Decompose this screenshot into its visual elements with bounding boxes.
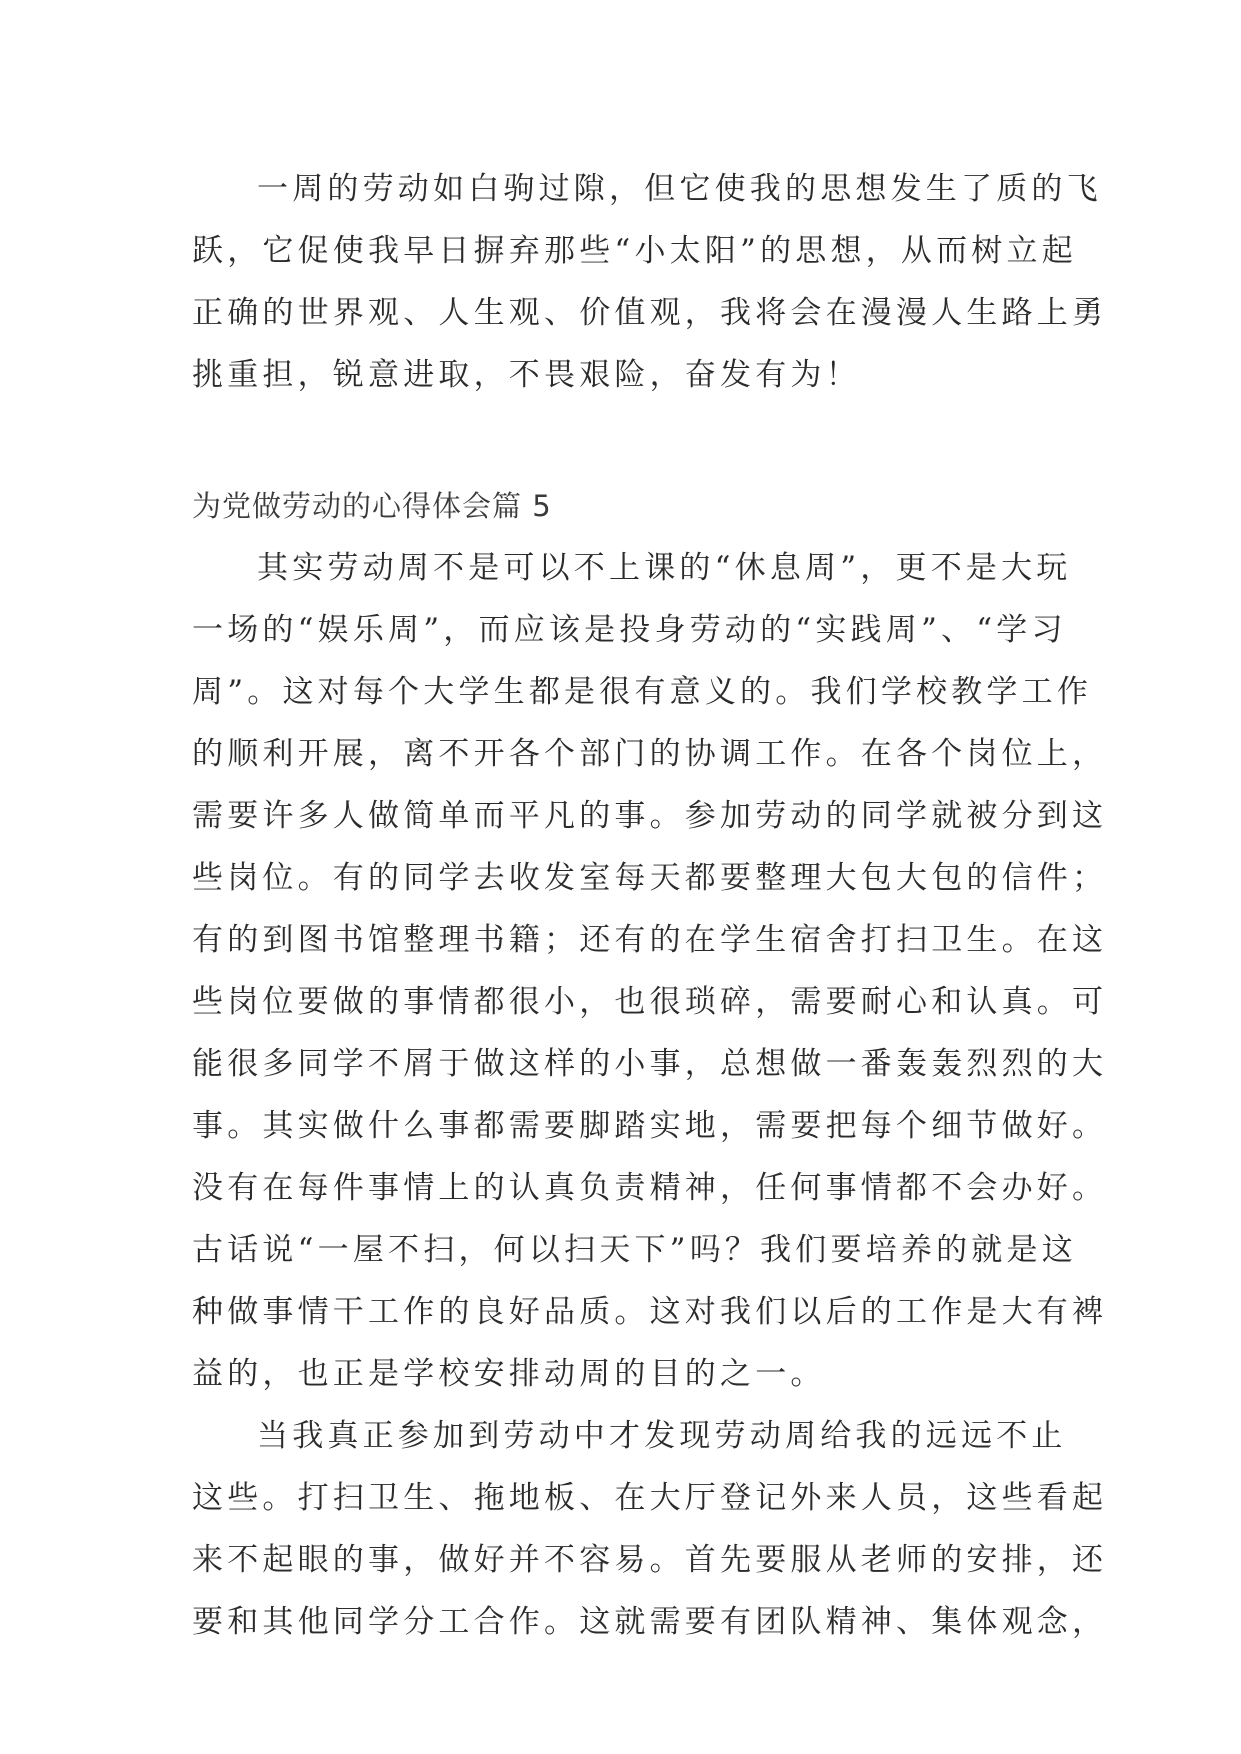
paragraph-2-line: 没有在每件事情上的认真负责精神，任何事情都不会办好。 [192,1170,1108,1206]
paragraph-1-line: 正确的世界观、人生观、价值观，我将会在漫漫人生路上勇 [192,295,1108,331]
paragraph-2-line: 一场的“娱乐周”，而应该是投身劳动的“实践周”、“学习 [192,612,1067,648]
paragraph-3-line: 这些。打扫卫生、拖地板、在大厅登记外来人员，这些看起 [192,1480,1108,1516]
paragraph-2 [192,537,1108,1405]
paragraph-1 [192,158,1108,406]
paragraph-2-line: 能很多同学不屑于做这样的小事，总想做一番轰轰烈烈的大 [192,1046,1108,1082]
paragraph-2-line: 些岗位要做的事情都很小，也很琐碎，需要耐心和认真。可 [192,984,1108,1020]
paragraph-2-line: 周”。这对每个大学生都是很有意义的。我们学校教学工作 [192,674,1093,710]
paragraph-2-line: 有的到图书馆整理书籍；还有的在学生宿舍打扫卫生。在这 [192,922,1108,958]
paragraph-3-line: 要和其他同学分工合作。这就需要有团队精神、集体观念， [192,1604,1108,1640]
paragraph-2-line: 需要许多人做简单而平凡的事。参加劳动的同学就被分到这 [192,798,1108,834]
paragraph-1-line: 一周的劳动如白驹过隙，但它使我的思想发生了质的飞 [257,171,1102,207]
paragraph-2-line: 种做事情干工作的良好品质。这对我们以后的工作是大有裨 [192,1294,1108,1330]
paragraph-2-line: 其实劳动周不是可以不上课的“休息周”，更不是大玩 [257,550,1072,586]
paragraph-3-line: 当我真正参加到劳动中才发现劳动周给我的远远不止 [257,1418,1067,1454]
section-heading: 为党做劳动的心得体会篇 5 [192,489,552,523]
paragraph-3-line: 来不起眼的事，做好并不容易。首先要服从老师的安排，还 [192,1542,1108,1578]
document-body [192,158,1108,1653]
paragraph-2-line: 些岗位。有的同学去收发室每天都要整理大包大包的信件； [192,860,1108,896]
paragraph-1-line: 挑重担，锐意进取，不畏艰险，奋发有为！ [192,357,861,393]
paragraph-1-line: 跃，它促使我早日摒弃那些“小太阳”的思想，从而树立起 [192,233,1077,269]
paragraph-3 [192,1405,1108,1653]
paragraph-2-line: 事。其实做什么事都需要脚踏实地，需要把每个细节做好。 [192,1108,1108,1144]
paragraph-2-line: 古话说“一屋不扫，何以扫天下”吗？我们要培养的就是这 [192,1232,1077,1268]
paragraph-2-line: 益的，也正是学校安排动周的目的之一。 [192,1356,826,1392]
paragraph-2-line: 的顺利开展，离不开各个部门的协调工作。在各个岗位上， [192,736,1108,772]
